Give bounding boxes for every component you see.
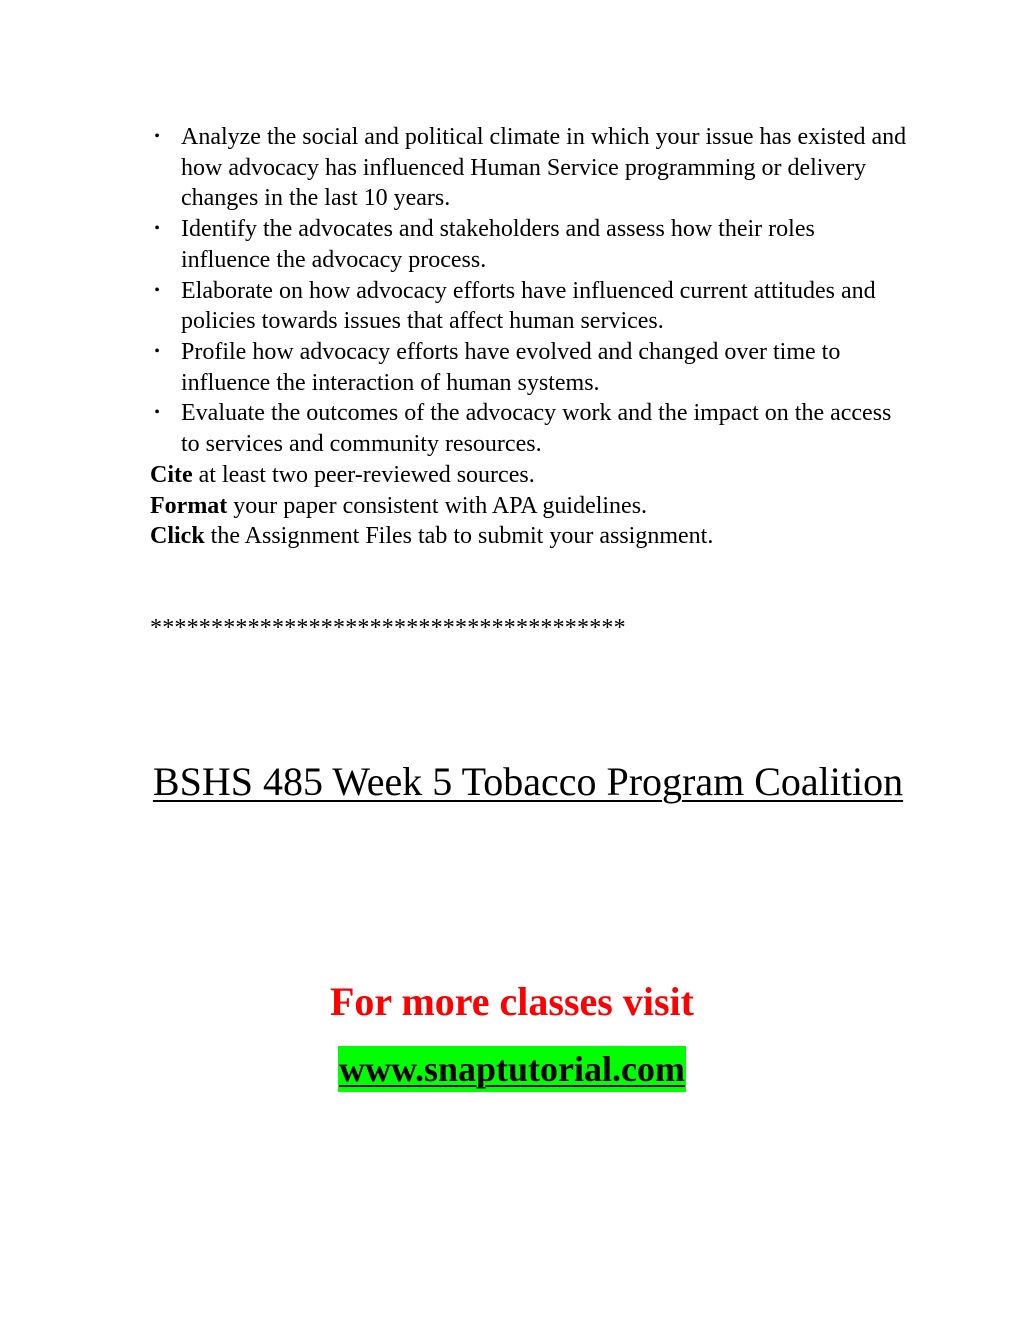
list-item [150,337,910,398]
requirements-list [150,122,910,460]
click-keyword: Click [150,523,205,550]
click-text: the Assignment Files tab to submit your assignment. [204,523,714,550]
list-item [150,214,910,275]
bullet-icon: • [154,404,160,422]
list-item-text: Evaluate the outcomes of the advocacy work and the impact on the access to services and community resources. [181,400,892,458]
cite-text: at least two peer-reviewed sources. [192,462,535,488]
list-item-text: Profile how advocacy efforts have evolved and changed over time to influence the interaction of human systems. [181,338,841,396]
page-title: BSHS 485 Week 5 Tobacco Program Coalition [152,759,904,804]
promo-link-wrapper [0,1046,1024,1092]
list-item [150,122,910,214]
bullet-icon: • [154,220,160,238]
list-item-text: Identify the advocates and stakeholders and assess how their roles influence the advocacy process. [181,216,815,273]
promo-heading: For more classes visit [329,979,694,1024]
format-keyword: Format [150,492,228,519]
separator-line: *************************************** [150,615,626,641]
list-item [150,276,910,337]
instructions-block [150,460,910,552]
cite-instruction [150,460,910,491]
click-instruction [150,521,910,552]
cite-keyword: Cite [150,462,193,488]
list-item [150,398,910,459]
format-instruction [150,491,910,522]
website-link[interactable]: www.snaptutorial.com [338,1046,686,1092]
bullet-icon: • [154,281,160,299]
bullet-icon: • [154,342,160,360]
format-text: your paper consistent with APA guidelines. [227,492,648,519]
bullet-icon: • [154,128,160,145]
list-item-text: Elaborate on how advocacy efforts have influenced current attitudes and policies towards issues that affect human services. [181,277,876,335]
list-item-text: Analyze the social and political climate in which your issue has existed and how advocacy has influenced Human Service programming or delivery changes in the last 10 years. [181,124,907,212]
